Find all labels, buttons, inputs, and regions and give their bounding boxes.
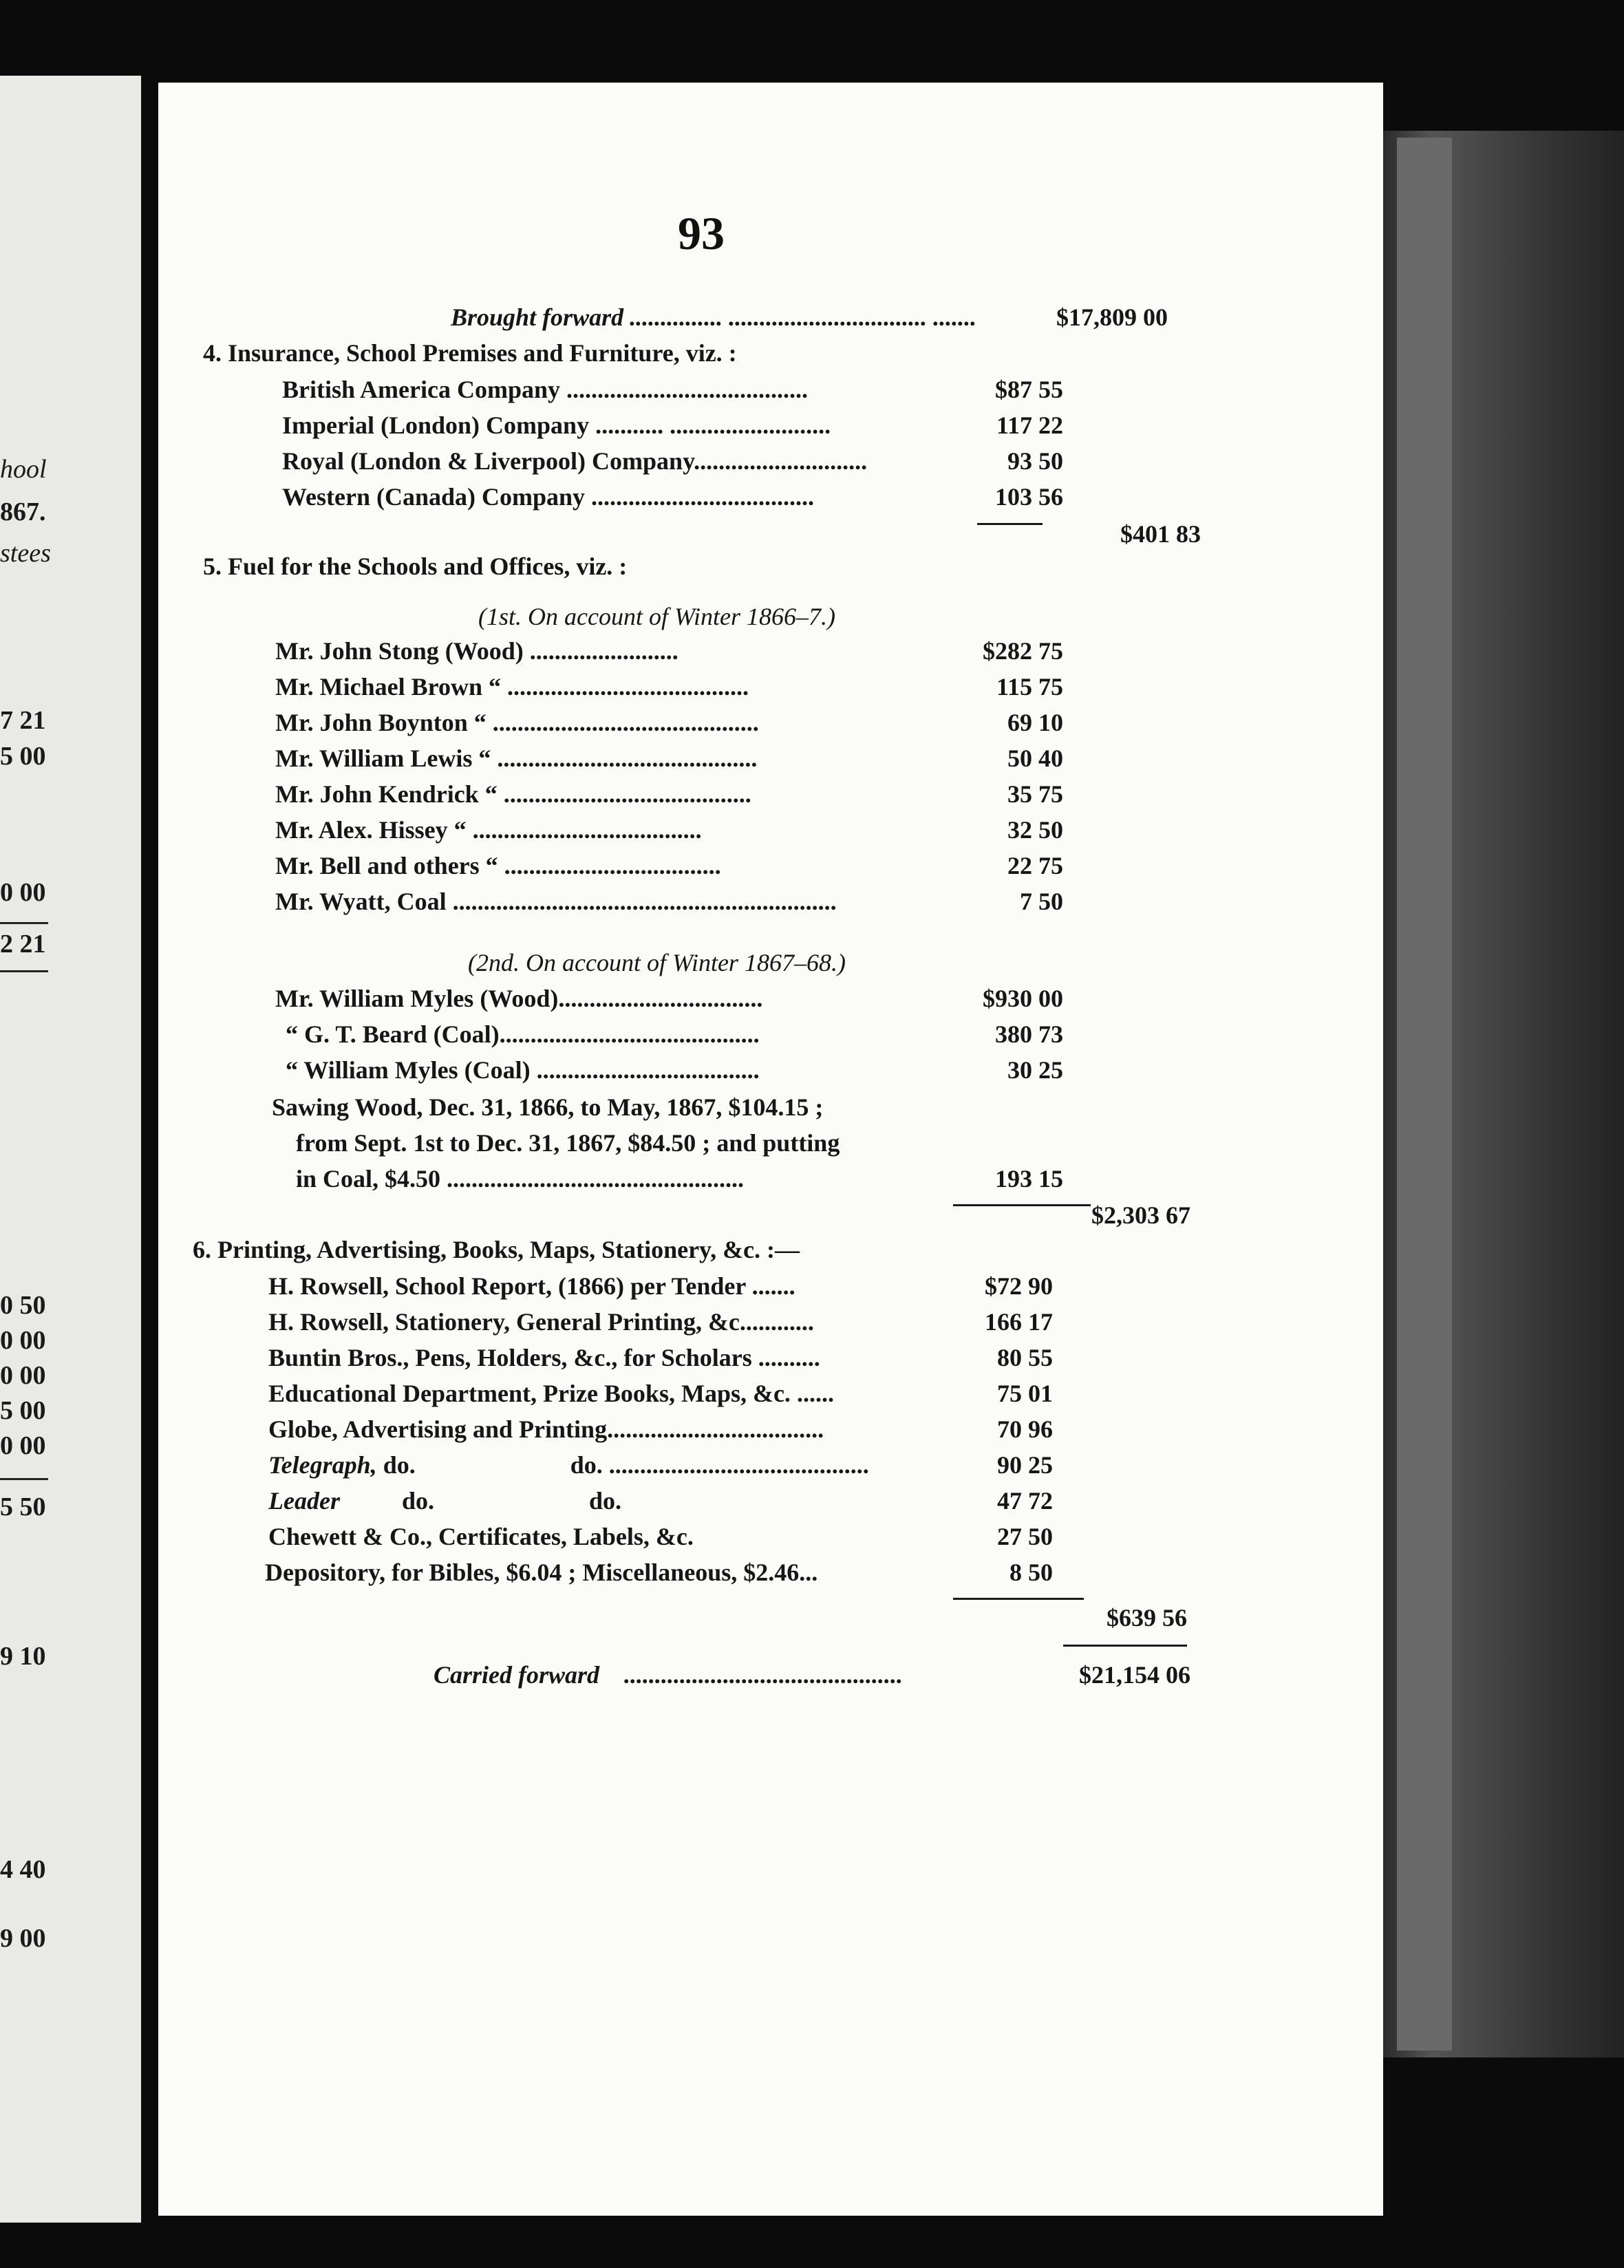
- fuel-item: Mr. John Kendrick “ ........................................: [275, 780, 751, 808]
- fuel-amount: $282 75: [983, 637, 1063, 665]
- printing-item: Globe, Advertising and Printing...................................: [268, 1415, 824, 1443]
- page-number: 93: [678, 207, 725, 259]
- printing-amount: 75 01: [997, 1380, 1053, 1407]
- left-rule: [0, 970, 48, 972]
- sawing-line: in Coal, $4.50 ................................................: [296, 1165, 745, 1192]
- printing-amount: $72 90: [985, 1272, 1053, 1300]
- fuel-amount: 22 75: [1007, 852, 1063, 879]
- printing-amount: 166 17: [985, 1308, 1053, 1336]
- fuel-amount: 115 75: [996, 673, 1063, 700]
- fuel-item: “ William Myles (Coal) ....................................: [286, 1056, 760, 1084]
- carried-forward-label: Carried forward .............................................: [434, 1661, 904, 1689]
- insurance-total: $401 83: [1120, 520, 1201, 548]
- left-fragment: 0 00: [0, 878, 46, 907]
- insurance-amount: 117 22: [996, 411, 1063, 439]
- fuel-item: Mr. Michael Brown “ .......................................: [275, 673, 749, 700]
- fuel-item: Mr. William Lewis “ ..........................................: [275, 745, 758, 772]
- left-rule: [0, 922, 48, 924]
- fuel-amount: $930 00: [983, 985, 1063, 1012]
- left-fragment: stees: [0, 539, 51, 568]
- left-fragment: 0 00: [0, 1326, 46, 1355]
- printing-amount: 90 25: [997, 1451, 1053, 1479]
- left-fragment: 5 00: [0, 1396, 46, 1425]
- fuel-amount: 7 50: [1020, 888, 1063, 915]
- printing-item: Leader do. do.: [268, 1487, 622, 1515]
- insurance-item: Imperial (London) Company ........... ..........................: [282, 411, 831, 439]
- printing-amount: 8 50: [1009, 1559, 1053, 1586]
- left-fragment: 0 50: [0, 1291, 46, 1320]
- fuel-subheading-1: (1st. On account of Winter 1866–7.): [478, 603, 835, 630]
- left-fragment: 867.: [0, 498, 46, 526]
- insurance-amount: 103 56: [995, 483, 1063, 511]
- brought-forward-amount: $17,809 00: [1056, 303, 1168, 331]
- fuel-item: Mr. Wyatt, Coal ..............................................................: [275, 888, 837, 915]
- fuel-amount: 380 73: [995, 1020, 1063, 1048]
- fuel-item: Mr. John Boynton “ ...........................................: [275, 709, 759, 736]
- fuel-item: Mr. William Myles (Wood).................................: [275, 985, 763, 1012]
- carried-forward-amount: $21,154 06: [1079, 1661, 1190, 1689]
- printing-amount: 27 50: [997, 1523, 1053, 1550]
- fuel-subheading-2: (2nd. On account of Winter 1867–68.): [468, 949, 846, 976]
- fuel-amount: 193 15: [995, 1165, 1063, 1192]
- left-fragment: 9 00: [0, 1924, 46, 1953]
- fuel-amount: 50 40: [1007, 745, 1063, 772]
- printing-heading: 6. Printing, Advertising, Books, Maps, Stationery, &c. :—: [193, 1236, 800, 1263]
- fuel-item: “ G. T. Beard (Coal)..........................................: [286, 1020, 760, 1048]
- insurance-amount: $87 55: [995, 376, 1063, 403]
- left-fragment: 7 21: [0, 706, 46, 735]
- fuel-amount: 35 75: [1007, 780, 1063, 808]
- left-rule: [0, 1478, 48, 1480]
- printing-item: Educational Department, Prize Books, Maps, &c. ......: [268, 1380, 834, 1407]
- printing-item: H. Rowsell, Stationery, General Printing, &c............: [268, 1308, 814, 1336]
- left-fragment: 9 10: [0, 1642, 46, 1671]
- fuel-item: Mr. Alex. Hissey “ .....................................: [275, 816, 702, 844]
- book-edge-inner: [1397, 138, 1452, 2051]
- printing-amount: 70 96: [997, 1415, 1053, 1443]
- total-rule: [1063, 1645, 1187, 1647]
- printing-amount: 47 72: [997, 1487, 1053, 1515]
- left-fragment: 5 50: [0, 1493, 46, 1521]
- sawing-line: Sawing Wood, Dec. 31, 1866, to May, 1867, $104.15 ;: [272, 1093, 824, 1121]
- subtotal-rule: [977, 523, 1043, 525]
- brought-forward-label: Brought forward ............... ................................ .......: [451, 303, 977, 331]
- printing-item: Chewett & Co., Certificates, Labels, &c.: [268, 1523, 694, 1550]
- left-fragment: hool: [0, 455, 47, 484]
- printing-item: Telegraph, do. do. ..........................................: [268, 1451, 869, 1479]
- printing-total: $639 56: [1107, 1604, 1187, 1632]
- fuel-total: $2,303 67: [1091, 1201, 1190, 1229]
- insurance-item: Western (Canada) Company ....................................: [282, 483, 815, 511]
- fuel-amount: 69 10: [1007, 709, 1063, 736]
- insurance-amount: 93 50: [1007, 447, 1063, 475]
- sawing-line: from Sept. 1st to Dec. 31, 1867, $84.50 ; and putting: [296, 1129, 840, 1157]
- subtotal-rule: [953, 1598, 1084, 1600]
- fuel-item: Mr. John Stong (Wood) ........................: [275, 637, 679, 665]
- insurance-heading: 4. Insurance, School Premises and Furniture, viz. :: [203, 339, 737, 367]
- facing-page: [0, 76, 141, 2223]
- left-fragment: 5 00: [0, 742, 46, 771]
- fuel-heading: 5. Fuel for the Schools and Offices, viz. :: [203, 553, 628, 580]
- left-fragment: 0 00: [0, 1431, 46, 1460]
- printing-item: Buntin Bros., Pens, Holders, &c., for Scholars ..........: [268, 1344, 820, 1371]
- left-fragment: 4 40: [0, 1855, 46, 1884]
- insurance-item: Royal (London & Liverpool) Company............................: [282, 447, 868, 475]
- fuel-item: Mr. Bell and others “ ...................................: [275, 852, 721, 879]
- printing-amount: 80 55: [997, 1344, 1053, 1371]
- left-fragment: 0 00: [0, 1361, 46, 1390]
- fuel-amount: 30 25: [1007, 1056, 1063, 1084]
- left-fragment: 2 21: [0, 930, 46, 959]
- printing-item: Depository, for Bibles, $6.04 ; Miscellaneous, $2.46...: [265, 1559, 818, 1586]
- fuel-amount: 32 50: [1007, 816, 1063, 844]
- insurance-item: British America Company .......................................: [282, 376, 808, 403]
- printing-item: H. Rowsell, School Report, (1866) per Tender .......: [268, 1272, 795, 1300]
